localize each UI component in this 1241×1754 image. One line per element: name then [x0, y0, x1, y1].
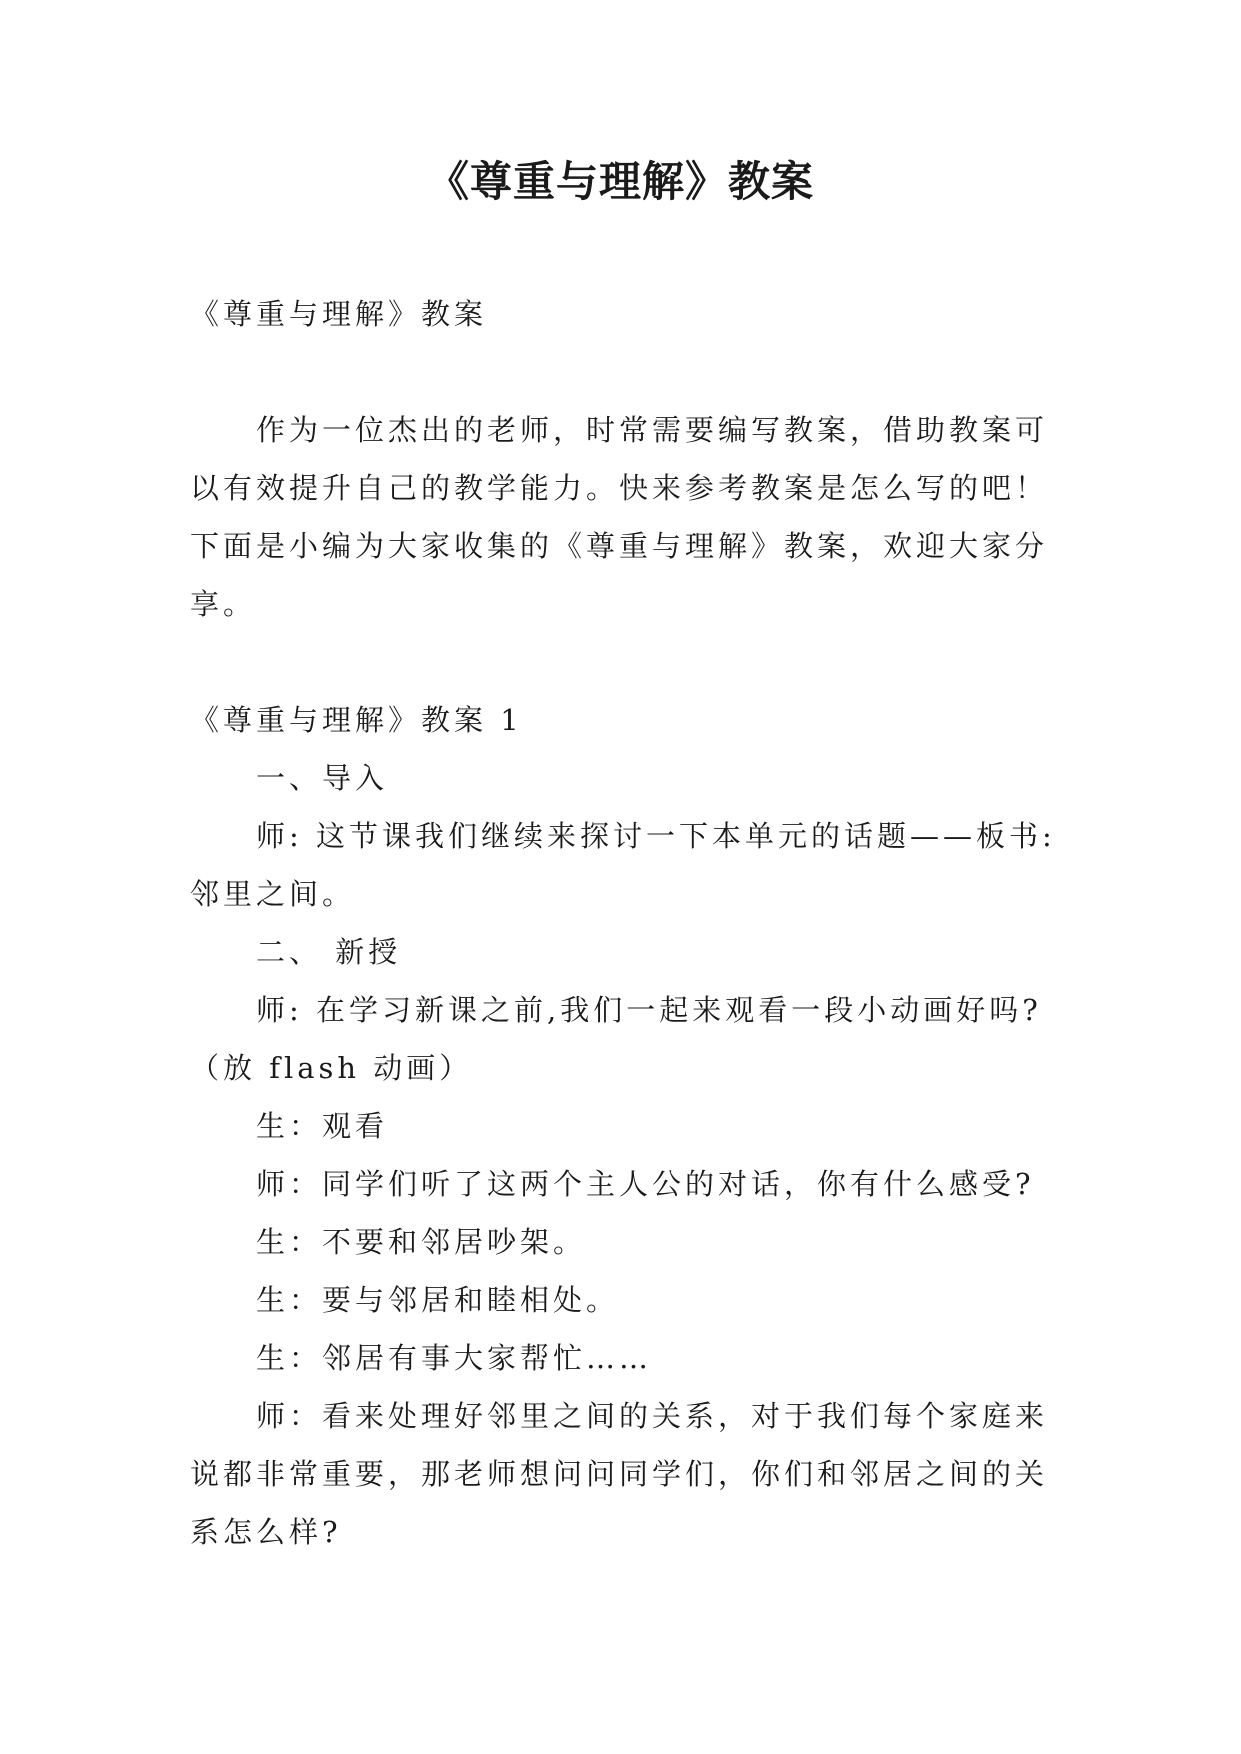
body-line: 二、 新授: [256, 935, 402, 969]
body-line: 一、导入: [256, 761, 389, 795]
document-subtitle: 《尊重与理解》教案: [190, 297, 488, 331]
intro-line-4: 享。: [190, 587, 257, 621]
body-line: 师：同学们听了这两个主人公的对话，你有什么感受?: [256, 1167, 1035, 1201]
body-line: （放 flash 动画）: [190, 1051, 473, 1085]
body-line: 生：要与邻居和睦相处。: [256, 1283, 620, 1317]
body-line: 说都非常重要，那老师想问问同学们，你们和邻居之间的关: [190, 1457, 1049, 1491]
body-line: 生：不要和邻居吵架。: [256, 1225, 587, 1259]
document-title: 《尊重与理解》教案: [426, 157, 814, 206]
body-line: 邻里之间。: [190, 877, 356, 911]
body-line: 师: 这节课我们继续来探讨一下本单元的话题——板书:: [256, 819, 1056, 853]
section-heading: 《尊重与理解》教案 1: [190, 703, 523, 737]
intro-line-2: 以有效提升自己的教学能力。快来参考教案是怎么写的吧！: [190, 471, 1049, 505]
intro-line-3: 下面是小编为大家收集的《尊重与理解》教案，欢迎大家分: [190, 529, 1049, 563]
body-line: 生：邻居有事大家帮忙……: [256, 1341, 653, 1375]
body-line: 系怎么样?: [190, 1515, 342, 1549]
intro-line-1: 作为一位杰出的老师，时常需要编写教案，借助教案可: [256, 413, 1049, 447]
body-line: 师：看来处理好邻里之间的关系，对于我们每个家庭来: [256, 1399, 1049, 1433]
body-line: 师: 在学习新课之前,我们一起来观看一段小动画好吗?: [256, 993, 1042, 1027]
body-line: 生：观看: [256, 1109, 389, 1143]
